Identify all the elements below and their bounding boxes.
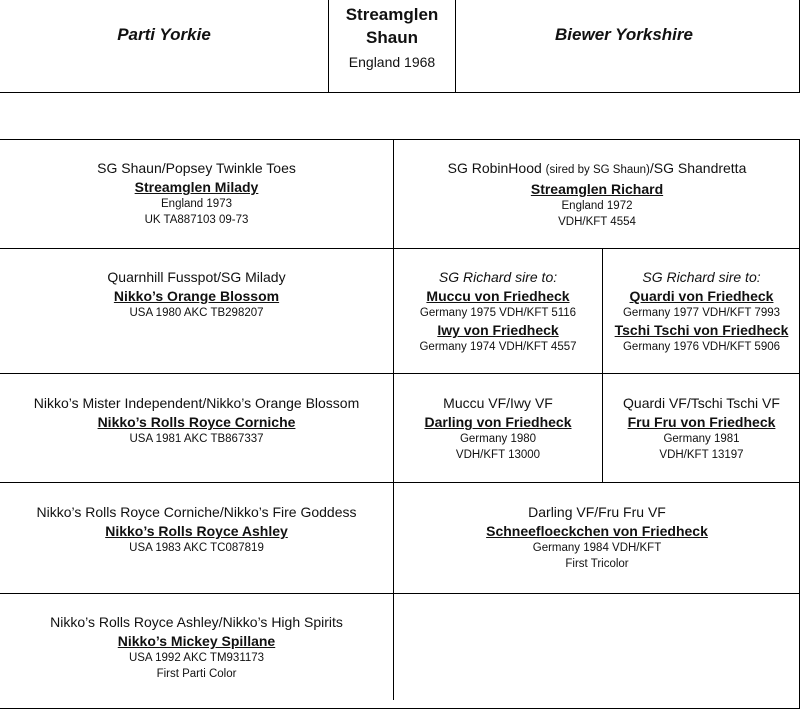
pedigree-cell-darling (394, 394, 602, 463)
dog-name: Darling von Friedheck (424, 414, 572, 430)
header-left-title (0, 0, 328, 70)
dog-details: Germany 1980 (459, 433, 537, 445)
sire-text: SG Richard sire to: (642, 269, 761, 285)
parents-text: Quardi VF/Tschi Tschi VF (623, 395, 780, 411)
parents-text-part: SG RobinHood (447, 160, 546, 176)
dog-details: Germany 1975 VDH/KFT 5116 (419, 307, 577, 319)
dog-registration: UK TA887103 09-73 (144, 214, 249, 226)
header-right-title (456, 0, 792, 70)
parents-text (394, 159, 800, 180)
dog-details: England 1972 (561, 200, 633, 212)
pedigree-cell-quardi-tschi (603, 268, 800, 355)
dog-name: Streamglen Milady (134, 179, 259, 195)
dog-details: England 1973 (161, 198, 232, 210)
parents-text: Quarnhill Fusspot/SG Milady (107, 269, 286, 285)
dog-details: Germany 1981 (663, 433, 740, 445)
streamglen-shaun-origin: England 1968 (348, 54, 436, 70)
parti-yorkie-label: Parti Yorkie (117, 25, 211, 44)
parents-text: Muccu VF/Iwy VF (443, 395, 553, 411)
dog-details: USA 1983 AKC TC087819 (129, 542, 264, 554)
dog-name: Nikko’s Rolls Royce Corniche (97, 414, 296, 430)
parents-text: Nikko’s Rolls Royce Corniche/Nikko’s Fire Goddess (36, 504, 357, 520)
pedigree-cell-mickey-spillane (0, 613, 393, 682)
dog-registration: VDH/KFT 4554 (558, 216, 636, 228)
pedigree-cell-streamglen-richard (394, 159, 800, 230)
dog-note: First Tricolor (565, 558, 629, 570)
pedigree-cell-empty (394, 594, 800, 694)
pedigree-cell-muccu-iwy (394, 268, 602, 355)
dog-name: Schneefloeckchen von Friedheck (486, 523, 708, 539)
table-row-divider (0, 248, 800, 249)
pedigree-cell-schneefloeckchen (394, 503, 800, 572)
dog-details: Germany 1984 VDH/KFT (532, 542, 662, 554)
dog-name: Quardi von Friedheck (629, 288, 774, 304)
pedigree-cell-rolls-royce-ashley (0, 503, 393, 556)
parents-text: SG Shaun/Popsey Twinkle Toes (97, 160, 296, 176)
dog-details: Germany 1977 VDH/KFT 7993 (622, 307, 781, 319)
parents-note: (sired by SG Shaun) (545, 164, 650, 176)
pedigree-cell-nikkos-orange-blossom (0, 268, 393, 321)
dog-name: Iwy von Friedheck (437, 322, 559, 338)
dog-name: Tschi Tschi von Friedheck (614, 322, 789, 338)
table-row-divider (0, 482, 800, 483)
dog-details: Germany 1974 VDH/KFT 4557 (419, 341, 577, 353)
pedigree-cell-fru-fru (603, 394, 800, 463)
parents-text: Darling VF/Fru Fru VF (528, 504, 666, 520)
pedigree-cell-rolls-royce-corniche (0, 394, 393, 447)
dog-registration: VDH/KFT 13197 (659, 449, 744, 461)
pedigree-cell-streamglen-milady (0, 159, 393, 228)
dog-name: Fru Fru von Friedheck (627, 414, 776, 430)
table-row-divider (0, 373, 800, 374)
header-center (329, 3, 455, 73)
biewer-yorkshire-label: Biewer Yorkshire (555, 25, 693, 44)
sire-text: SG Richard sire to: (438, 269, 558, 285)
parents-text: Nikko’s Mister Independent/Nikko’s Orange Blossom (33, 395, 360, 411)
streamglen-shaun-name-line1: Streamglen (345, 5, 439, 24)
dog-details: USA 1981 AKC TB867337 (129, 433, 264, 445)
dog-name: Nikko’s Mickey Spillane (117, 633, 276, 649)
dog-details: USA 1992 AKC TM931173 (128, 652, 265, 664)
parents-text: Nikko’s Rolls Royce Ashley/Nikko’s High Spirits (50, 614, 343, 630)
dog-details: USA 1980 AKC TB298207 (129, 307, 264, 319)
dog-name: Muccu von Friedheck (426, 288, 570, 304)
dog-details: Germany 1976 VDH/KFT 5906 (622, 341, 781, 353)
dog-name: Streamglen Richard (530, 181, 664, 197)
dog-name: Nikko’s Rolls Royce Ashley (105, 523, 288, 539)
dog-registration: VDH/KFT 13000 (455, 449, 541, 461)
dog-note: First Parti Color (156, 668, 237, 680)
parents-text-part: /SG Shandretta (649, 160, 747, 176)
streamglen-shaun-name-line2: Shaun (366, 28, 418, 47)
dog-name: Nikko’s Orange Blossom (113, 288, 280, 304)
